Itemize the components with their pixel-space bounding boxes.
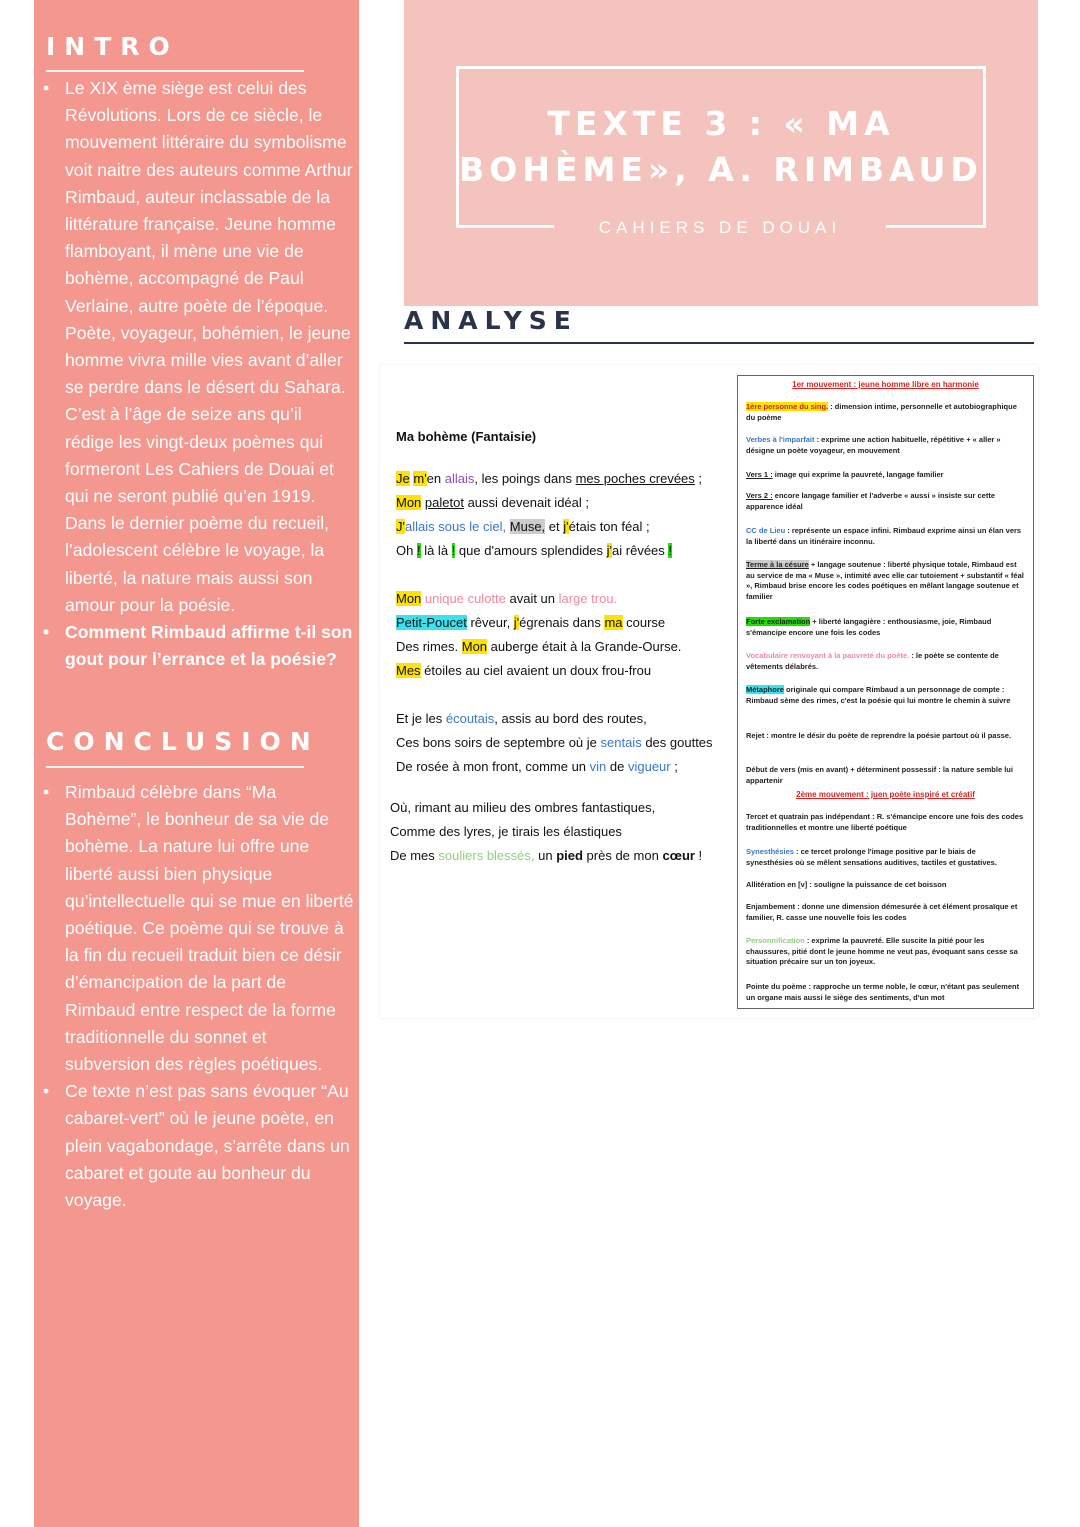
w: Vers 2 : (746, 491, 773, 500)
note (746, 765, 1024, 786)
w: Et je les (396, 711, 446, 726)
note (746, 470, 1024, 481)
sidebar (34, 0, 359, 1527)
w: ai rêvées (612, 543, 669, 558)
note (746, 526, 1024, 547)
w: Personnification (746, 936, 805, 945)
intro-divider (46, 70, 304, 72)
note (746, 812, 1024, 833)
w: Vocabulaire renvoyant à la pauvreté du poète. (746, 651, 910, 660)
w: Des rimes. (396, 639, 462, 654)
w: avait un (505, 591, 559, 606)
subtitle: CAHIERS DE DOUAI (598, 218, 842, 237)
w: paletot (424, 495, 464, 510)
w: : exprime la pauvreté. Elle suscite la pitié pour les chaussures, pitié dont le jeune homme ne veut pas, évoquant sans cesse sa situation précaire sur un ton joyeux. (746, 936, 1018, 966)
w: Où, rimant au milieu des ombres fantastiques, (390, 800, 656, 815)
poem-line-13 (390, 824, 622, 839)
w: Rejet : montre le désir du poète de reprendre la poésie partout où il passe. (746, 731, 1012, 740)
w: aussi devenait idéal ; (463, 495, 589, 510)
title-line-2: BOHÈME», A. RIMBAUD (459, 150, 983, 189)
conclusion-divider (46, 766, 304, 768)
poem-line-7 (396, 639, 681, 654)
w: écoutais (445, 711, 495, 726)
poem-line-11 (396, 759, 678, 774)
w: Terme à la césure (746, 560, 809, 569)
annotations-box (737, 375, 1034, 1009)
w: et (545, 519, 564, 534)
w: Comme des lyres, je tirais les élastiques (390, 824, 622, 839)
w: des gouttes (641, 735, 713, 750)
w: sentais (600, 735, 642, 750)
poem-line-3 (396, 519, 650, 534)
note (746, 491, 1024, 512)
analyse-title: ANALYSE (404, 306, 578, 335)
w: Ces bons soirs de septembre où je (396, 735, 601, 750)
poem-line-6 (396, 615, 665, 630)
w: + langage soutenue : liberté physique totale, Rimbaud est au service de ma « Muse », intimité avec elle car tutoiement + substantif « féal », Rimbaud brise encore les codes poétiques en mêlant langage soutenue et familier (746, 560, 1024, 601)
w: ; (694, 471, 703, 486)
w: Enjambement : donne une dimension démesurée à cet élément prosaïque et familier, R. casse une nouvelle fois les codes (746, 902, 1018, 922)
w: Début de vers (mis en avant) + déterminent possessif : la nature semble lui appartenir (746, 765, 1013, 785)
w: : dimension intime, personnelle et autobiographique du poème (746, 402, 1017, 422)
note (746, 617, 1024, 638)
w: j' (513, 615, 520, 630)
main-title (459, 101, 983, 193)
w: souliers blessés, (438, 848, 535, 863)
w: allais (444, 471, 475, 486)
w: 1ère personne du sing. (746, 402, 829, 411)
w: Muse, (509, 519, 546, 534)
w: Mes (396, 663, 421, 678)
w: encore langage familier et l'adverbe « aussi » insiste sur cette apparence idéal (746, 491, 995, 511)
poem-line-10 (396, 735, 713, 750)
w: là là (420, 543, 452, 558)
note (746, 731, 1024, 742)
poem-line-2 (396, 495, 589, 510)
w: Allitération en [v] : souligne la puissance de cet boisson (746, 880, 947, 889)
w: égrenais dans (519, 615, 605, 630)
analyse-divider (404, 342, 1034, 344)
conclusion-list (34, 779, 359, 1214)
w: ! (451, 543, 456, 558)
conclusion-title: CONCLUSION (46, 727, 320, 756)
w: vigueur (627, 759, 671, 774)
w: ! (668, 543, 673, 558)
movement-2-heading: 2ème mouvement : juen poète inspiré et créatif (796, 790, 975, 799)
w: de (606, 759, 628, 774)
w: : rapproche un terme noble, le cœur, n'étant pas seulement un organe mais aussi le siège des sentiments, d'un mot (746, 982, 1020, 1002)
poem-line-12 (390, 800, 655, 815)
w: Forte exclamation (746, 617, 811, 626)
w: , les poings dans (474, 471, 576, 486)
w: ! (694, 848, 703, 863)
w: cœur (662, 848, 695, 863)
w: Oh (396, 543, 417, 558)
poem-line-1 (396, 471, 702, 486)
w: image qui exprime la pauvreté, langage familier (772, 470, 944, 479)
w: : représente un espace infini. Rimbaud exprime ainsi un élan vers la liberté dans un itinéraire inconnu. (746, 526, 1022, 546)
w: , assis au bord des routes, (494, 711, 647, 726)
w: : ce tercet prolonge l'image positive par le biais de synesthésies où se mêlent sensations auditives, tactiles et gustatives. (746, 847, 997, 867)
w: Je (396, 471, 410, 486)
note (746, 880, 1024, 891)
movement-1-heading: 1er mouvement : jeune homme libre en harmonie (792, 380, 979, 389)
note (746, 982, 1024, 1003)
title-frame (456, 66, 986, 228)
poem-line-14 (390, 848, 702, 863)
w: De mes (390, 848, 439, 863)
intro-question: • Comment Rimbaud affirme t-il son gout pour l’errance et la poésie? (34, 619, 359, 673)
poem-title: Ma bohème (Fantaisie) (396, 429, 537, 444)
intro-title: INTRO (46, 32, 179, 61)
w: : exprime une action habituelle, répétitive + « aller » désigne un poète voyageur, en mouvement (746, 435, 1001, 455)
note (746, 902, 1024, 923)
w: Petit-Poucet (396, 615, 467, 630)
w: Verbes à l'imparfait (746, 435, 815, 444)
w: Mon (396, 591, 422, 606)
note (746, 847, 1024, 868)
w: Tercet et quatrain pas indépendant : R. s'émancipe encore une fois des codes traditionnelles et montre une liberté poétique (746, 812, 1024, 832)
w: De rosée à mon front, comme un (396, 759, 590, 774)
w: vin (589, 759, 607, 774)
w: étoiles au ciel avaient un doux frou-frou (420, 663, 652, 678)
w: pied (556, 848, 583, 863)
w: m' (413, 471, 427, 486)
w: originale qui compare Rimbaud a un personnage de compte : Rimbaud sème des rimes, c'est la poésie qui lui montre le chemin à suivre (746, 685, 1011, 705)
w: large trou. (558, 591, 618, 606)
w: ; (670, 759, 678, 774)
note (746, 651, 1024, 672)
header-block (404, 0, 1038, 306)
w: rêveur, (466, 615, 514, 630)
w: : le poète se contente de vêtements délabrés. (746, 651, 999, 671)
w: auberge était à la Grande-Ourse. (487, 639, 682, 654)
w: Vers 1 : (746, 470, 773, 479)
w: + liberté langagière : enthousiasme, joie, Rimbaud s'émancipe encore une fois les codes (746, 617, 992, 637)
title-line-1: TEXTE 3 : « MA (547, 104, 895, 143)
w: près de mon (582, 848, 663, 863)
w: que d'amours splendides (455, 543, 607, 558)
w: Mon (396, 495, 422, 510)
note (746, 560, 1024, 602)
poem-line-4 (396, 543, 672, 558)
w: ma (604, 615, 623, 630)
w: en (426, 471, 445, 486)
conclusion-opening: • Ce texte n’est pas sans évoquer “Au cabaret-vert” où le jeune poète, en plein vagabondage, s’arrête dans un cabaret et goute au bonheur du voyage. (34, 1078, 359, 1214)
intro-paragraph: • Le XIX ème siège est celui des Révolutions. Lors de ce siècle, le mouvement littéraire du symbolisme voit naitre des auteurs comme Arthur Rimbaud, auteur inclassable de la littérature française. Jeune homme flamboyant, il mène une vie de bohème, accompagné de Paul Verlaine, autre poète de l’époque. Poète, voyageur, bohémien, le jeune homme vivra mille vies avant d’aller se perdre dans le désert du Sahara. C’est à l’âge de seize ans qu’il rédige les vingt-deux poèmes qui formeront Les Cahiers de Douai et qui ne seront publié qu’en 1919. Dans le dernier poème du recueil, l’adolescent célèbre le voyage, la liberté, la nature mais aussi son amour pour la poésie. (34, 75, 359, 619)
note (746, 936, 1024, 968)
conclusion-paragraph: • Rimbaud célèbre dans “Ma Bohème”, le bonheur de sa vie de bohème. La nature lui offre une liberté aussi bien physique qu’intellectuelle qui se mue en liberté poétique. Ce poème qui se trouve à la fin du recueil traduit bien ce désir d’émancipation de la part de Rimbaud entre respect de la forme traditionnelle du sonnet et subversion des règles poétiques. (34, 779, 359, 1078)
note (746, 435, 1024, 456)
w: Synesthésies (746, 847, 794, 856)
note (746, 685, 1024, 706)
poem-line-9 (396, 711, 647, 726)
w: un (534, 848, 557, 863)
w: course (622, 615, 666, 630)
w: J' (396, 519, 405, 534)
poem-line-5 (396, 591, 617, 606)
w: ! (416, 543, 421, 558)
w: unique culotte (424, 591, 506, 606)
w: étais ton féal ; (568, 519, 650, 534)
w: Mon (461, 639, 488, 654)
poem-line-8 (396, 663, 651, 678)
note (746, 402, 1024, 423)
w: j' (563, 519, 569, 534)
w: Pointe du poème (746, 982, 807, 991)
w: Métaphore (746, 685, 784, 694)
w: CC de Lieu (746, 526, 786, 535)
analysis-sheet (380, 365, 1038, 1018)
intro-list (34, 75, 359, 673)
w: mes poches crevées (575, 471, 695, 486)
w: allais sous le ciel, (404, 519, 507, 534)
w: j' (606, 543, 613, 558)
